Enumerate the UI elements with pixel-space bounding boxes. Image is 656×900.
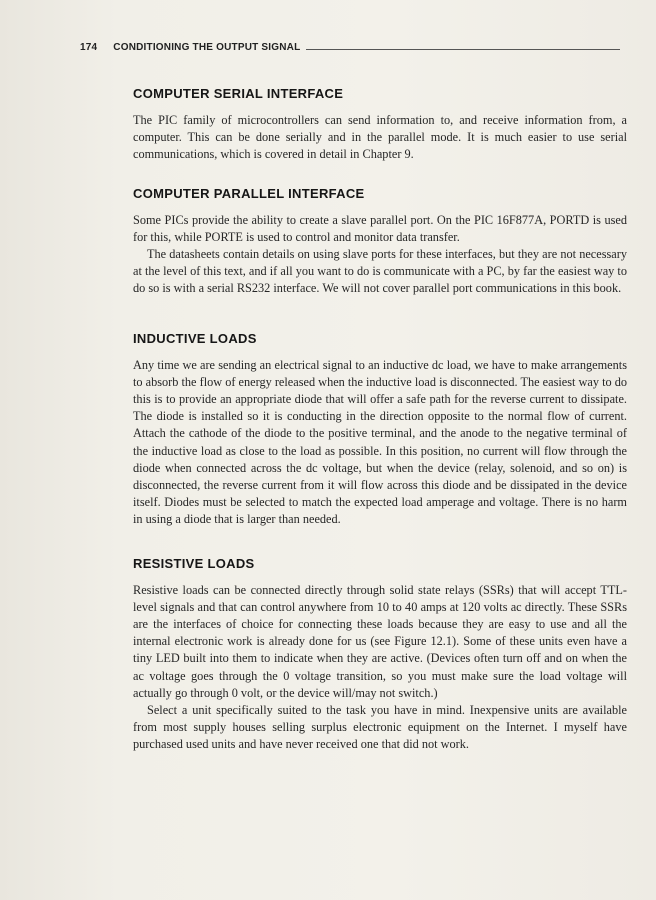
section-resistive-loads xyxy=(133,556,627,754)
section-heading: INDUCTIVE LOADS xyxy=(133,330,257,346)
paragraph: Select a unit specifically suited to the task you have in mind. Inexpensive units are available from most supply houses selling surplus electronic equipment on the Internet. I myself have purchased used units and have never received one that did not work. xyxy=(133,703,627,752)
section-computer-serial-interface xyxy=(133,86,627,164)
section-heading: COMPUTER SERIAL INTERFACE xyxy=(133,86,344,101)
section-heading: COMPUTER PARALLEL INTERFACE xyxy=(133,185,365,201)
section-inductive-loads xyxy=(133,331,627,529)
paragraph: Some PICs provide the ability to create a slave parallel port. On the PIC 16F877A, PORTD is used for this, while PORTE is used to control and monitor data transfer. xyxy=(133,212,627,244)
paragraph: The PIC family of microcontrollers can send information to, and receive information from, a computer. This can be done serially and in the parallel mode. It is much easier to use serial communications, which is covered in detail in Chapter 9. xyxy=(133,113,627,162)
running-header xyxy=(80,37,620,53)
page-body xyxy=(133,86,627,754)
section-heading: RESISTIVE LOADS xyxy=(133,555,255,571)
paragraph: Resistive loads can be connected directly through solid state relays (SSRs) that will accept TTL-level signals and that can control anywhere from 10 to 40 amps at 120 volts ac directly. These SSRs are the interfaces of choice for connecting these loads because they are easy to use and all the internal electronic work is already done for us (see Figure 12.1). Some of these units even have a tiny LED built into them to indicate when they are active. (Devices often turn off and on when the ac voltage goes through the 0 voltage transition, so you must make sure the load voltage will actually go through 0 volt, or the device will/may not switch.) xyxy=(133,582,627,700)
header-rule xyxy=(306,49,620,50)
paragraph: The datasheets contain details on using slave ports for these interfaces, but they are not necessary at the level of this text, and if all you want to do is communicate with a PC, by far the easiest way to do so is with a serial RS232 interface. We will not cover parallel port communications in this book. xyxy=(133,247,627,296)
running-title: CONDITIONING THE OUTPUT SIGNAL xyxy=(113,42,301,53)
page-number: 174 xyxy=(80,42,98,53)
paragraph: Any time we are sending an electrical signal to an inductive dc load, we have to make arrangements to absorb the flow of energy released when the inductive load is disconnected. The easiest way to do this is to provide an appropriate diode that will offer a safe path for the reverse current to dissipate. The diode is installed so it is conducting in the direction opposite to the normal flow of current. Attach the cathode of the diode to the positive terminal, and the anode to the negative terminal of the inductive load as close to the load as possible. In this position, no current will flow through the diode when connected across the dc voltage, but when the device (relay, solenoid, and so on) is disconnected, the reverse current from it will flow across this diode and be dissipated in the device itself. Diodes must be selected to match the expected load amperage and voltage. There is no harm in using a diode that is larger than needed. xyxy=(133,357,628,527)
section-computer-parallel-interface xyxy=(133,186,627,298)
